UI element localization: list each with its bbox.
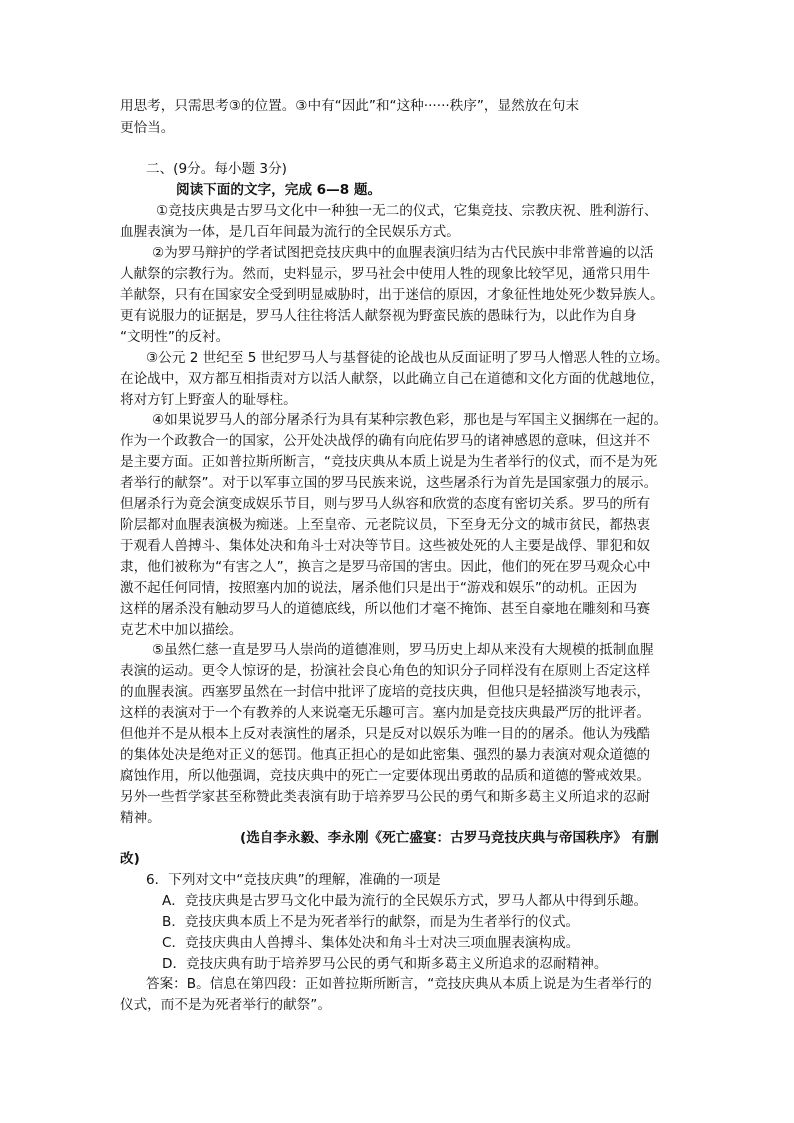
passage-p4-line-6: 阶层都对血腥表演极为痴迷。上至皇帝、元老院议员，下至身无分文的城市贫民，都热衷 — [120, 517, 651, 533]
passage-p2-line-5: “文明性”的反衬。 — [120, 329, 230, 345]
passage-p5-line-6: 的集体处决是绝对正义的惩罚。他真正担心的是如此密集、强烈的暴力表演对观众道德的 — [120, 747, 651, 763]
passage-p5-line-7: 腐蚀作用，所以他强调，竞技庆典中的死亡一定要体现出勇敢的品质和道德的警戒效果。 — [120, 768, 651, 784]
passage-p2-line-3: 羊献祭，只有在国家安全受到明显威胁时，出于迷信的原因，才象征性地处死少数异族人。 — [120, 287, 664, 303]
passage-p5-line-8: 另外一些哲学家甚至称赞此类表演有助于培养罗马公民的勇气和斯多葛主义所追求的忍耐 — [120, 789, 651, 805]
question-option-c: C．竞技庆典由人兽搏斗、集体处决和角斗士对决三项血腥表演构成。 — [162, 935, 580, 951]
passage-p4-line-2: 作为一个政教合一的国家，公开处决战俘的确有向庇佑罗马的诸神感恩的意味，但这并不 — [120, 433, 651, 449]
source-citation-line-1: (选自李永毅、李永刚《死亡盛宴：古罗马竞技庆典与帝国秩序》 有删 — [240, 830, 659, 846]
passage-p4-line-7: 于观看人兽搏斗、集体处决和角斗士对决等节目。这些被处死的人主要是战俘、罪犯和奴 — [120, 538, 651, 554]
passage-p4-line-9: 激不起任何同情，按照塞内加的说法，屠杀他们只是出于“游戏和娱乐”的动机。正因为 — [120, 580, 638, 596]
question-option-a: A．竞技庆典是古罗马文化中最为流行的全民娱乐方式，罗马人都从中得到乐趣。 — [162, 893, 648, 909]
passage-p2-line-1: ②为罗马辩护的学者试图把竞技庆典中的血腥表演归结为古代民族中非常普遍的以活 — [152, 245, 654, 261]
passage-p4-line-4: 者举行的献祭”。对于以军事立国的罗马民族来说，这些屠杀行为首先是国家强力的展示。 — [120, 475, 658, 491]
section-instruction: 阅读下面的文字，完成 6—8 题。 — [176, 182, 382, 198]
passage-p4-line-3: 是主要方面。正如普拉斯所断言，“竞技庆典从本质上说是为生者举行的仪式，而不是为死 — [120, 454, 658, 470]
passage-p4-line-11: 克艺术中加以描绘。 — [120, 622, 243, 638]
passage-p5-line-1: ⑤虽然仁慈一直是罗马人崇尚的道德准则，罗马历史上却从来没有大规模的抵制血腥 — [152, 642, 654, 658]
passage-p2-line-2: 人献祭的宗教行为。然而，史料显示，罗马社会中使用人牲的现象比较罕见，通常只用牛 — [120, 266, 651, 282]
question-option-d: D．竞技庆典有助于培养罗马公民的勇气和斯多葛主义所追求的忍耐精神。 — [162, 956, 608, 972]
passage-p2-line-4: 更有说服力的证据是，罗马人往往将活人献祭视为野蛮民族的愚昧行为，以此作为自身 — [120, 308, 637, 324]
question-option-b: B．竞技庆典本质上不是为死者举行的献祭，而是为生者举行的仪式。 — [162, 914, 580, 930]
passage-p4-line-1: ④如果说罗马人的部分屠杀行为具有某种宗教色彩，那也是与军国主义捆绑在一起的。 — [152, 412, 668, 428]
passage-p5-line-4: 这样的表演对于一个有教养的人来说毫无乐趣可言。塞内加是竞技庆典最严厉的批评者。 — [120, 705, 651, 721]
question-stem: 6．下列对文中“竞技庆典”的理解，准确的一项是 — [146, 872, 441, 888]
passage-p1-line-2: 血腥表演为一体，是几百年间最为流行的全民娱乐方式。 — [120, 224, 460, 240]
passage-p5-line-3: 的血腥表演。西塞罗虽然在一封信中批评了庞培的竞技庆典，但他只是轻描淡写地表示， — [120, 684, 651, 700]
passage-p5-line-2: 表演的运动。更令人惊讶的是，扮演社会良心角色的知识分子同样没有在原则上否定这样 — [120, 663, 651, 679]
intro-line-1: 用思考，只需思考③的位置。③中有“因此”和“这种······秩序”，显然放在句末 — [120, 98, 580, 114]
passage-p4-line-8: 隶，他们被称为“有害之人”，换言之是罗马帝国的害虫。因此，他们的死在罗马观众心中 — [120, 559, 651, 575]
answer-line-1: 答案：B。信息在第四段：正如普拉斯所断言，“竞技庆典从本质上说是为生者举行的 — [146, 976, 652, 992]
intro-line-2: 更恰当。 — [120, 120, 175, 136]
passage-p4-line-5: 但屠杀行为竟会演变成娱乐节目，则与罗马人纵容和欣赏的态度有密切关系。罗马的所有 — [120, 496, 651, 512]
passage-p3-line-2: 在论战中，双方都互相指责对方以活人献祭，以此确立自己在道德和文化方面的优越地位， — [120, 371, 664, 387]
answer-line-2: 仪式，而不是为死者举行的献祭”。 — [120, 997, 331, 1013]
passage-p1-line-1: ①竞技庆典是古罗马文化中一种独一无二的仪式，它集竞技、宗教庆祝、胜利游行、 — [156, 203, 658, 219]
passage-p5-line-9: 精神。 — [120, 810, 161, 826]
passage-p4-line-10: 这样的屠杀没有触动罗马人的道德底线，所以他们才毫不掩饰、甚至自豪地在雕刻和马赛 — [120, 601, 651, 617]
passage-p5-line-5: 但他并不是从根本上反对表演性的屠杀，只是反对以娱乐为唯一目的的屠杀。他认为残酷 — [120, 726, 651, 742]
source-citation-line-2: 改) — [120, 851, 140, 867]
section-heading: 二、(9分。每小题 3分) — [146, 161, 287, 177]
passage-p3-line-3: 将对方钉上野蛮人的耻辱柱。 — [120, 392, 297, 408]
passage-p3-line-1: ③公元 2 世纪至 5 世纪罗马人与基督徒的论战也从反面证明了罗马人憎恶人牲的立场。 — [146, 350, 669, 366]
